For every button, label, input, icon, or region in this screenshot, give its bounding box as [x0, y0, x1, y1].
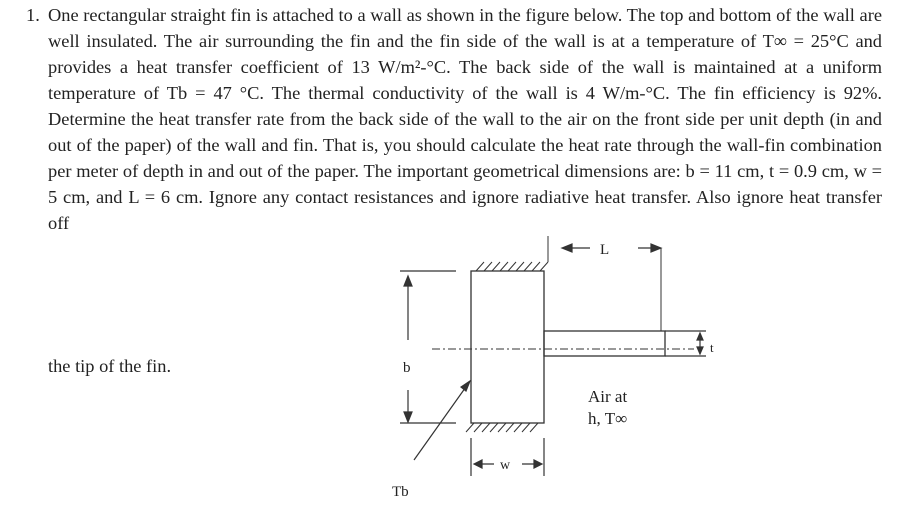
air-label-2: h, T∞: [588, 409, 628, 428]
fin: [544, 331, 665, 356]
label-L: L: [600, 242, 610, 258]
label-w: w: [500, 458, 511, 473]
dimension-w: [471, 438, 544, 476]
tb-leader: [414, 381, 470, 460]
air-label-1: Air at: [588, 387, 628, 406]
dimension-L: [562, 244, 661, 252]
problem-statement: [26, 2, 882, 236]
problem-tail: the tip of the fin.: [48, 356, 172, 376]
label-Tb: Tb: [392, 484, 409, 500]
problem-number: 1.: [26, 5, 40, 25]
wall: [471, 271, 544, 423]
label-b: b: [403, 360, 411, 376]
dimension-b: [400, 271, 456, 423]
top-insulation: [476, 262, 548, 271]
dimension-t: [665, 331, 706, 356]
problem-text: One rectangular straight fin is attached to a wall as shown in the figure below. The top and bottom of the wall are well insulated. The air surrounding the fin and the fin side of the wall is at a temperature of T∞ = 25°C and provides a heat transfer coefficient of 13 W/m²-°C. The back side of the wall is maintained at a uniform temperature of Tb = 47 °C. The thermal conductivity of the wall is 4 W/m-°C. The fin efficiency is 92%. Determine the heat transfer rate from the back side of the wall to the air on the front side per unit depth (in and out of the paper) of the wall and fin. That is, you should calculate the heat rate through the wall-fin combination per meter of depth in and out of the paper. The important geometrical dimensions are: b = 11 cm, t = 0.9 cm, w = 5 cm, and L = 6 cm. Ignore any contact resistances and ignore radiative heat transfer. Also ignore heat transfer off: [48, 5, 882, 233]
bottom-insulation: [466, 423, 538, 432]
label-t: t: [710, 340, 714, 355]
